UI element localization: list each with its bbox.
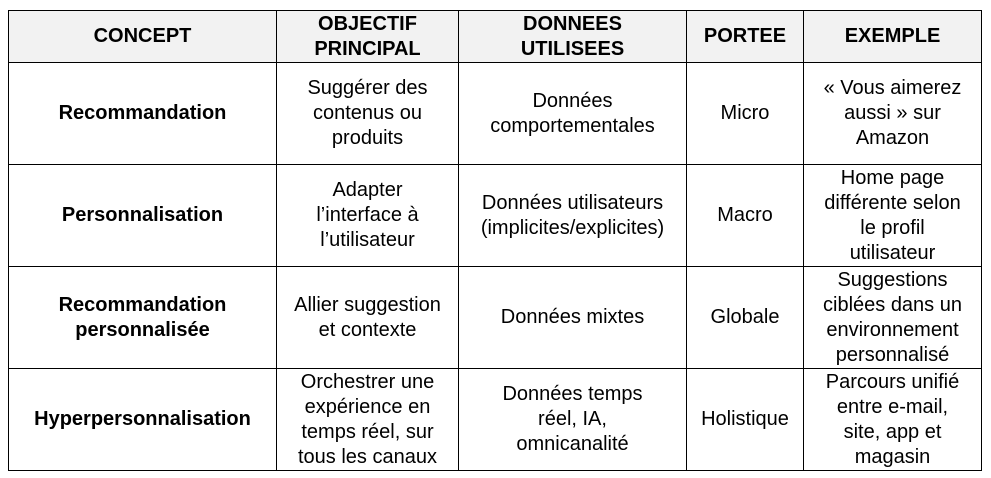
cell-portee: Micro [687,63,804,165]
cell-donnees: Données utilisateurs (implicites/explicites) [459,165,687,267]
header-portee: PORTEE [687,11,804,63]
table-row [9,267,982,369]
cell-exemple: Home page différente selon le profil utilisateur [804,165,982,267]
cell-portee: Holistique [687,369,804,471]
comparison-table [8,10,982,471]
cell-objectif: Suggérer des contenus ou produits [277,63,459,165]
cell-objectif: Adapter l’interface à l’utilisateur [277,165,459,267]
table-row [9,63,982,165]
cell-donnees: Données comportementales [459,63,687,165]
cell-portee: Globale [687,267,804,369]
cell-concept: Personnalisation [9,165,277,267]
table-row [9,369,982,471]
cell-portee: Macro [687,165,804,267]
header-exemple: EXEMPLE [804,11,982,63]
header-row [9,11,982,63]
cell-objectif: Allier suggestion et contexte [277,267,459,369]
cell-exemple: Parcours unifié entre e-mail, site, app et magasin [804,369,982,471]
cell-objectif: Orchestrer une expérience en temps réel, sur tous les canaux [277,369,459,471]
table-row [9,165,982,267]
header-objectif: OBJECTIF PRINCIPAL [277,11,459,63]
cell-donnees: Données temps réel, IA, omnicanalité [459,369,687,471]
cell-donnees: Données mixtes [459,267,687,369]
header-donnees: DONNEES UTILISEES [459,11,687,63]
comparison-table-wrapper [8,10,982,471]
header-concept: CONCEPT [9,11,277,63]
cell-concept: Hyperpersonnalisation [9,369,277,471]
cell-exemple: « Vous aimerez aussi » sur Amazon [804,63,982,165]
cell-concept: Recommandation [9,63,277,165]
cell-concept: Recommandation personnalisée [9,267,277,369]
cell-exemple: Suggestions ciblées dans un environnement personnalisé [804,267,982,369]
